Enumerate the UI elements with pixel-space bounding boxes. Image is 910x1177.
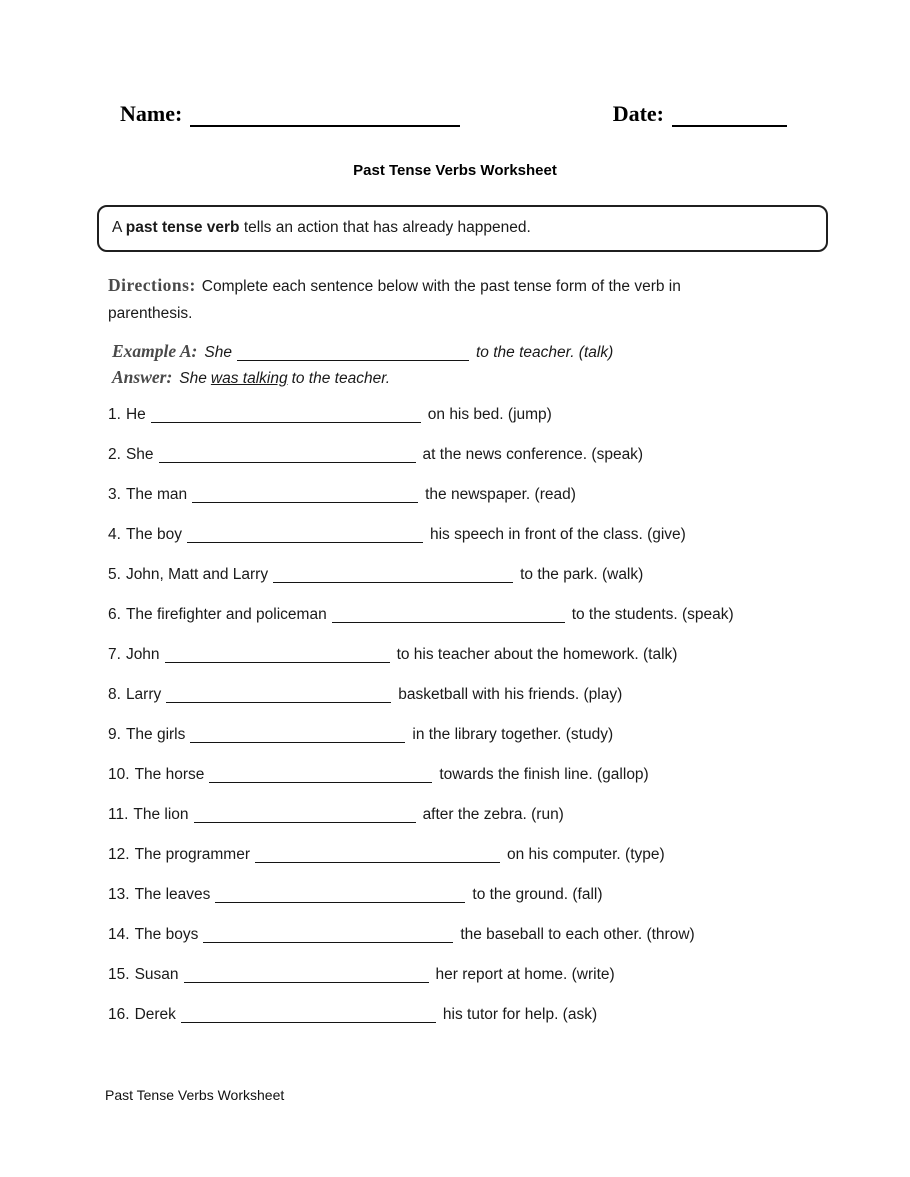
sentence-pre-text: The girls: [125, 726, 186, 743]
answer-blank-line: [194, 808, 416, 824]
sentence-pre-text: The boys: [134, 926, 199, 943]
sentence-pre-text: The man: [125, 486, 188, 503]
answer-blank-line: [332, 608, 565, 624]
answer-underlined-text: was talking: [210, 370, 288, 387]
definition-box: [97, 205, 828, 252]
sentence-list: [108, 406, 828, 1046]
sentence-pre-text: Larry: [125, 686, 162, 703]
answer-blank-line: [151, 408, 421, 424]
sentence-post-text: after the zebra. (run): [422, 806, 564, 823]
sentence-post-text: the newspaper. (read): [425, 486, 576, 503]
sentence-item: [108, 646, 828, 686]
sentence-number: 7.: [108, 646, 121, 663]
name-field: [120, 101, 460, 127]
sentence-pre-text: John: [125, 646, 160, 663]
sentence-number: 4.: [108, 526, 121, 543]
sentence-post-text: on his computer. (type): [507, 846, 665, 863]
sentence-item: [108, 486, 828, 526]
sentence-number: 2.: [108, 446, 121, 463]
sentence-item: [108, 566, 828, 606]
answer-blank-line: [184, 968, 429, 984]
answer-blank-line: [192, 488, 418, 504]
sentence-pre-text: Susan: [134, 966, 179, 983]
name-blank-line: [190, 111, 460, 127]
sentence-item: [108, 806, 828, 846]
sentence-pre-text: The leaves: [134, 886, 211, 903]
example-pre-text: She: [204, 344, 232, 361]
answer-blank-line: [203, 928, 453, 944]
answer-blank-line: [181, 1008, 436, 1024]
date-field: [613, 101, 787, 127]
sentence-number: 11.: [108, 806, 129, 823]
example-label: Example A:: [112, 341, 198, 361]
sentence-number: 9.: [108, 726, 121, 743]
answer-label: Answer:: [112, 367, 173, 387]
example-post-text: to the teacher. (talk): [475, 344, 614, 361]
example-line: [112, 341, 613, 362]
directions-text: Complete each sentence below with the past tense form of the verb in parenthesis.: [108, 278, 681, 322]
sentence-post-text: to his teacher about the homework. (talk): [396, 646, 678, 663]
sentence-post-text: to the students. (speak): [571, 606, 734, 623]
sentence-post-text: towards the finish line. (gallop): [439, 766, 649, 783]
sentence-pre-text: The firefighter and policeman: [125, 606, 327, 623]
answer-blank-line: [159, 448, 416, 464]
sentence-pre-text: She: [125, 446, 154, 463]
footer-title: Past Tense Verbs Worksheet: [105, 1087, 285, 1103]
answer-blank-line: [165, 648, 390, 664]
answer-post-text: to the teacher.: [291, 370, 391, 387]
sentence-number: 8.: [108, 686, 121, 703]
sentence-pre-text: John, Matt and Larry: [125, 566, 269, 583]
directions-label: Directions:: [108, 275, 196, 295]
page-title: Past Tense Verbs Worksheet: [353, 162, 557, 179]
sentence-number: 14.: [108, 926, 130, 943]
sentence-item: [108, 406, 828, 446]
sentence-post-text: to the park. (walk): [520, 566, 644, 583]
sentence-number: 13.: [108, 886, 130, 903]
answer-blank-line: [209, 768, 432, 784]
sentence-item: [108, 766, 828, 806]
sentence-post-text: on his bed. (jump): [427, 406, 552, 423]
answer-blank-line: [255, 848, 500, 864]
sentence-number: 10.: [108, 766, 130, 783]
sentence-post-text: in the library together. (study): [412, 726, 614, 743]
sentence-post-text: to the ground. (fall): [472, 886, 603, 903]
sentence-item: [108, 886, 828, 926]
answer-blank-line: [215, 888, 465, 904]
answer-blank-line: [190, 728, 405, 744]
sentence-item: [108, 686, 828, 726]
sentence-number: 16.: [108, 1006, 130, 1023]
sentence-post-text: at the news conference. (speak): [422, 446, 644, 463]
header: [120, 101, 787, 127]
name-label: Name:: [120, 101, 183, 126]
sentence-item: [108, 446, 828, 486]
answer-blank-line: [187, 528, 423, 544]
sentence-number: 1.: [108, 406, 121, 423]
sentence-post-text: his speech in front of the class. (give): [429, 526, 686, 543]
sentence-post-text: his tutor for help. (ask): [442, 1006, 598, 1023]
sentence-item: [108, 846, 828, 886]
sentence-pre-text: Derek: [134, 1006, 176, 1023]
answer-blank-line: [273, 568, 513, 584]
example-blank-line: [237, 346, 469, 362]
sentence-number: 12.: [108, 846, 130, 863]
sentence-item: [108, 926, 828, 966]
sentence-number: 15.: [108, 966, 130, 983]
answer-pre-text: She: [179, 370, 207, 387]
answer-blank-line: [166, 688, 391, 704]
sentence-pre-text: The boy: [125, 526, 182, 543]
sentence-item: [108, 966, 828, 1006]
sentence-pre-text: The lion: [133, 806, 189, 823]
sentence-pre-text: He: [125, 406, 146, 423]
sentence-number: 3.: [108, 486, 121, 503]
definition-text: A past tense verb tells an action that has already happened.: [112, 219, 531, 236]
sentence-post-text: basketball with his friends. (play): [398, 686, 623, 703]
definition-term: past tense verb: [125, 219, 240, 236]
sentence-item: [108, 1006, 828, 1046]
directions: [108, 272, 756, 327]
sentence-item: [108, 726, 828, 766]
date-blank-line: [672, 111, 787, 127]
sentence-number: 5.: [108, 566, 121, 583]
date-label: Date:: [612, 101, 664, 126]
sentence-pre-text: The horse: [134, 766, 205, 783]
sentence-post-text: the baseball to each other. (throw): [460, 926, 695, 943]
sentence-number: 6.: [108, 606, 121, 623]
sentence-item: [108, 526, 828, 566]
answer-line: [112, 367, 390, 388]
sentence-post-text: her report at home. (write): [435, 966, 615, 983]
sentence-item: [108, 606, 828, 646]
sentence-pre-text: The programmer: [134, 846, 250, 863]
